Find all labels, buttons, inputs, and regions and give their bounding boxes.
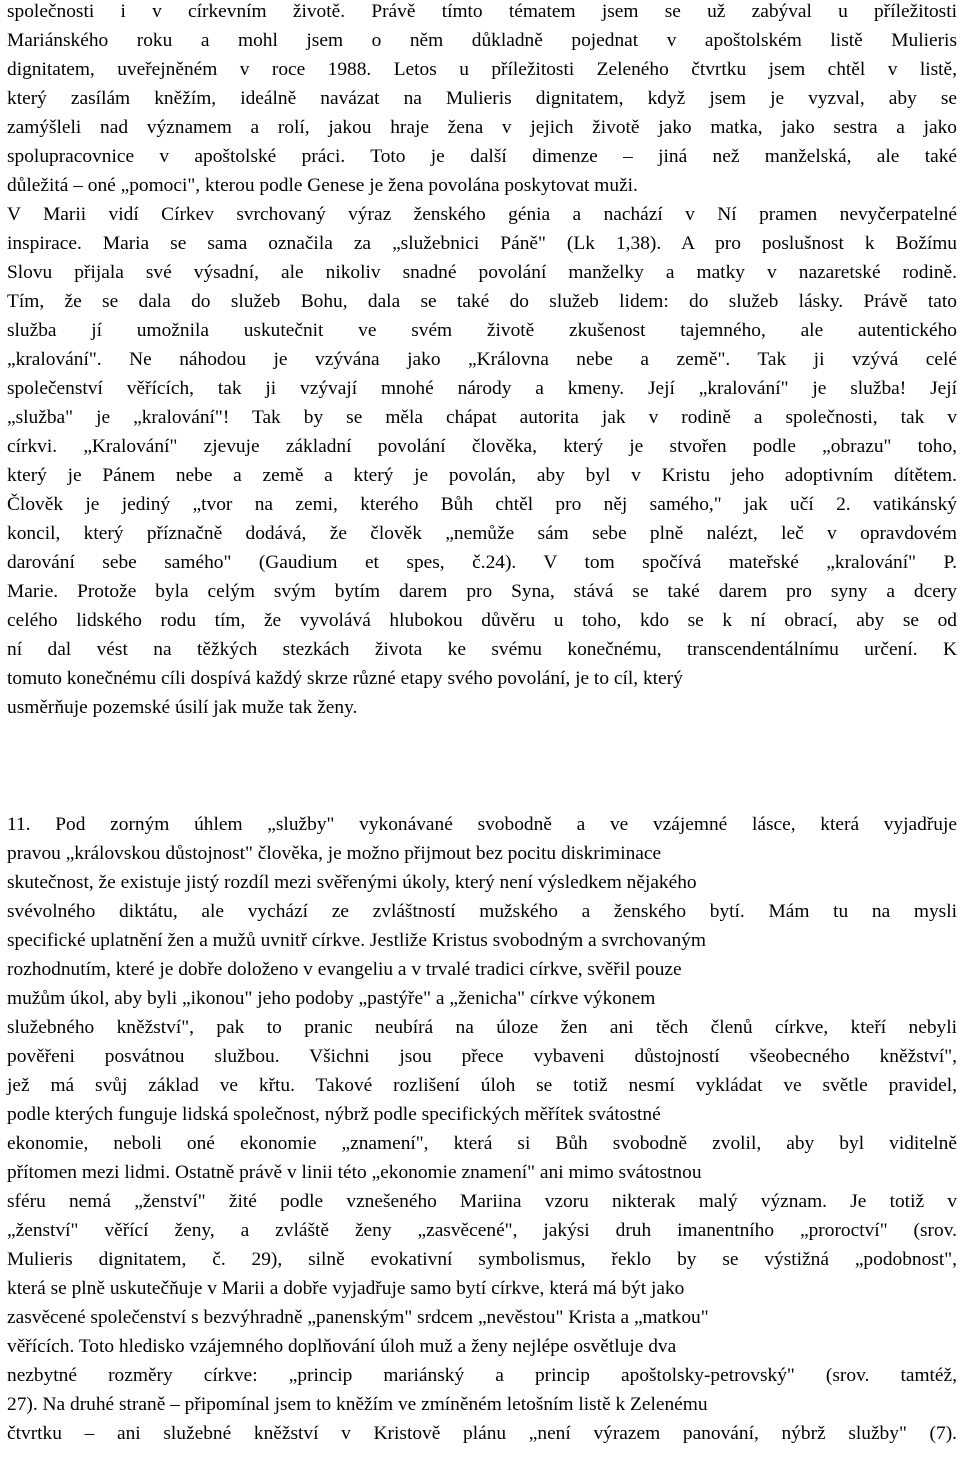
text-line: zamýšleli nad významem a rolí, jakou hraje žena v jejich životě jako matka, jako sestra a jako: [7, 117, 957, 138]
text-line: zasvěcené společenství s bezvýhradně „panenským" srdcem „nevěstou" Krista a „matkou": [7, 1307, 709, 1328]
text-line: sféru nemá „ženství" žité podle vznešeného Mariina vzoru nikterak malý význam. Je totiž v: [7, 1191, 957, 1212]
text-line: 27). Na druhé straně – připomínal jsem to kněžím ve zmíněném letošním listě k Zelenému: [7, 1394, 708, 1415]
text-line: rozhodnutím, které je dobře doloženo v evangeliu a v trvalé tradici církve, svěřil pouze: [7, 959, 682, 980]
text-line: skutečnost, že existuje jistý rozdíl mezi svěřenými úkoly, který není výsledkem nějakého: [7, 872, 697, 893]
text-line: ní dal vést na těžkých stezkách života ke svému konečnému, transcendentálnímu určení. K: [7, 639, 957, 660]
text-line: čtvrtku – ani služebné kněžství v Kristově plánu „není výrazem panování, nýbrž služby" (7).: [7, 1423, 957, 1444]
text-line: tomuto konečnému cíli dospívá každý skrze různé etapy svého povolání, je to cíl, který: [7, 668, 683, 689]
text-line: celého lidského rodu tím, že vyvolává hlubokou důvěru u toho, kdo se k ní obrací, aby se od: [7, 610, 957, 631]
text-line: církvi. „Kralování" zjevuje základní povolání člověka, který je stvořen podle „obrazu" toho,: [7, 436, 957, 457]
text-line: Tím, že se dala do služeb Bohu, dala se také do služeb lidem: do služeb lásky. Právě tato: [7, 291, 957, 312]
text-line: věřících. Toto hledisko vzájemného doplňování úloh muž a ženy nejlépe osvětluje dva: [7, 1336, 677, 1357]
text-line: Člověk je jediný „tvor na zemi, kterého Bůh chtěl pro něj samého," jak učí 2. vatikánský: [7, 494, 957, 515]
text-line: pověřeni posvátnou službou. Všichni jsou přece vybaveni důstojností všeobecného kněžství",: [7, 1046, 957, 1067]
text-line: 11. Pod zorným úhlem „služby" vykonávané svobodně a ve vzájemné lásce, která vyjadřuje: [7, 814, 957, 835]
text-line: Marie. Protože byla celým svým bytím darem pro Syna, stává se také darem pro syny a dcery: [7, 581, 957, 602]
text-line: která se plně uskutečňuje v Marii a dobře vyjadřuje samo bytí církve, která má být jako: [7, 1278, 685, 1299]
text-line: darování sebe samého" (Gaudium et spes, č.24). V tom spočívá mateřské „kralování" P.: [7, 552, 957, 573]
text-line: inspirace. Maria se sama označila za „služebnici Páně" (Lk 1,38). A pro poslušnost k Božímu: [7, 233, 957, 254]
text-line: svévolného diktátu, ale vychází ze zvláštností mužského a ženského bytí. Mám tu na mysli: [7, 901, 957, 922]
text-line: mužům úkol, aby byli „ikonou" jeho podoby „pastýře" a „ženicha" církve výkonem: [7, 988, 656, 1009]
text-line: služba jí umožnila uskutečnit ve svém životě zkušenost tajemného, ale autentického: [7, 320, 957, 341]
text-line: „služba" je „kralování"! Tak by se měla chápat autorita jak v rodině a společnosti, tak v: [7, 407, 957, 428]
text-line: jež má svůj základ ve křtu. Takové rozlišení úloh se totiž nesmí vykládat ve světle pravidel,: [7, 1075, 957, 1096]
text-line: služebného kněžství", pak to pranic neubírá na úloze žen ani těch členů církve, kteří nebyli: [7, 1017, 957, 1038]
text-line: Slovu přijala své výsadní, ale nikoliv snadné povolání manželky a matky v nazaretské rodině.: [7, 262, 957, 283]
text-line: nezbytné rozměry církve: „princip mariánský a princip apoštolsky-petrovský" (srov. tamtéž,: [7, 1365, 957, 1386]
text-line: V Marii vidí Církev svrchovaný výraz ženského génia a nachází v Ní pramen nevyčerpatelné: [7, 204, 957, 225]
text-line: důležitá – oné „pomoci", kterou podle Genese je žena povolána poskytovat muži.: [7, 175, 638, 196]
text-line: Mulieris dignitatem, č. 29), silně evokativní symbolismus, řeklo by se výstižná „podobnost",: [7, 1249, 957, 1270]
text-line: který zasílám kněžím, ideálně navázat na Mulieris dignitatem, když jsem je vyzval, aby se: [7, 88, 957, 109]
text-line: společnosti i v církevním životě. Právě tímto tématem jsem se už zabýval u příležitosti: [7, 1, 957, 22]
text-line: ekonomie, neboli oné ekonomie „znamení", která si Bůh svobodně zvolil, aby byl viditelně: [7, 1133, 957, 1154]
text-line: pravou „královskou důstojnost" člověka, je možno přijmout bez pocitu diskriminace: [7, 843, 662, 864]
text-line: společenství věřících, tak ji vzývají mnohé národy a kmeny. Její „kralování" je služba! Její: [7, 378, 957, 399]
text-line: který je Pánem nebe a země a který je povolán, aby byl v Kristu jeho adoptivním dítětem.: [7, 465, 957, 486]
text-line: „ženství" věřící ženy, a zvláště ženy „zasvěcené", jakýsi druh imanentního „proroctví" (srov.: [7, 1220, 957, 1241]
text-line: usměrňuje pozemské úsilí jak muže tak ženy.: [7, 697, 358, 718]
text-line: koncil, který příznačně dodává, že člověk „nemůže sám sebe plně nalézt, leč v opravdovém: [7, 523, 957, 544]
text-line: specifické uplatnění žen a mužů uvnitř církve. Jestliže Kristus svobodným a svrchovaným: [7, 930, 706, 951]
text-line: dignitatem, uveřejněném v roce 1988. Letos u příležitosti Zeleného čtvrtku jsem chtěl v listě,: [7, 59, 957, 80]
text-line: podle kterých funguje lidská společnost, nýbrž podle specifických měřítek svátostné: [7, 1104, 661, 1125]
text-line: Mariánského roku a mohl jsem o něm důkladně pojednat v apoštolském listě Mulieris: [7, 30, 957, 51]
text-line: „kralování". Ne náhodou je vzývána jako „Královna nebe a země". Tak ji vzývá celé: [7, 349, 957, 370]
text-line: přítomen mezi lidmi. Ostatně právě v linii této „ekonomie znamení" ani mimo svátostnou: [7, 1162, 702, 1183]
text-line: spolupracovnice v apoštolské práci. Toto je další dimenze – jiná než manželská, ale také: [7, 146, 957, 167]
